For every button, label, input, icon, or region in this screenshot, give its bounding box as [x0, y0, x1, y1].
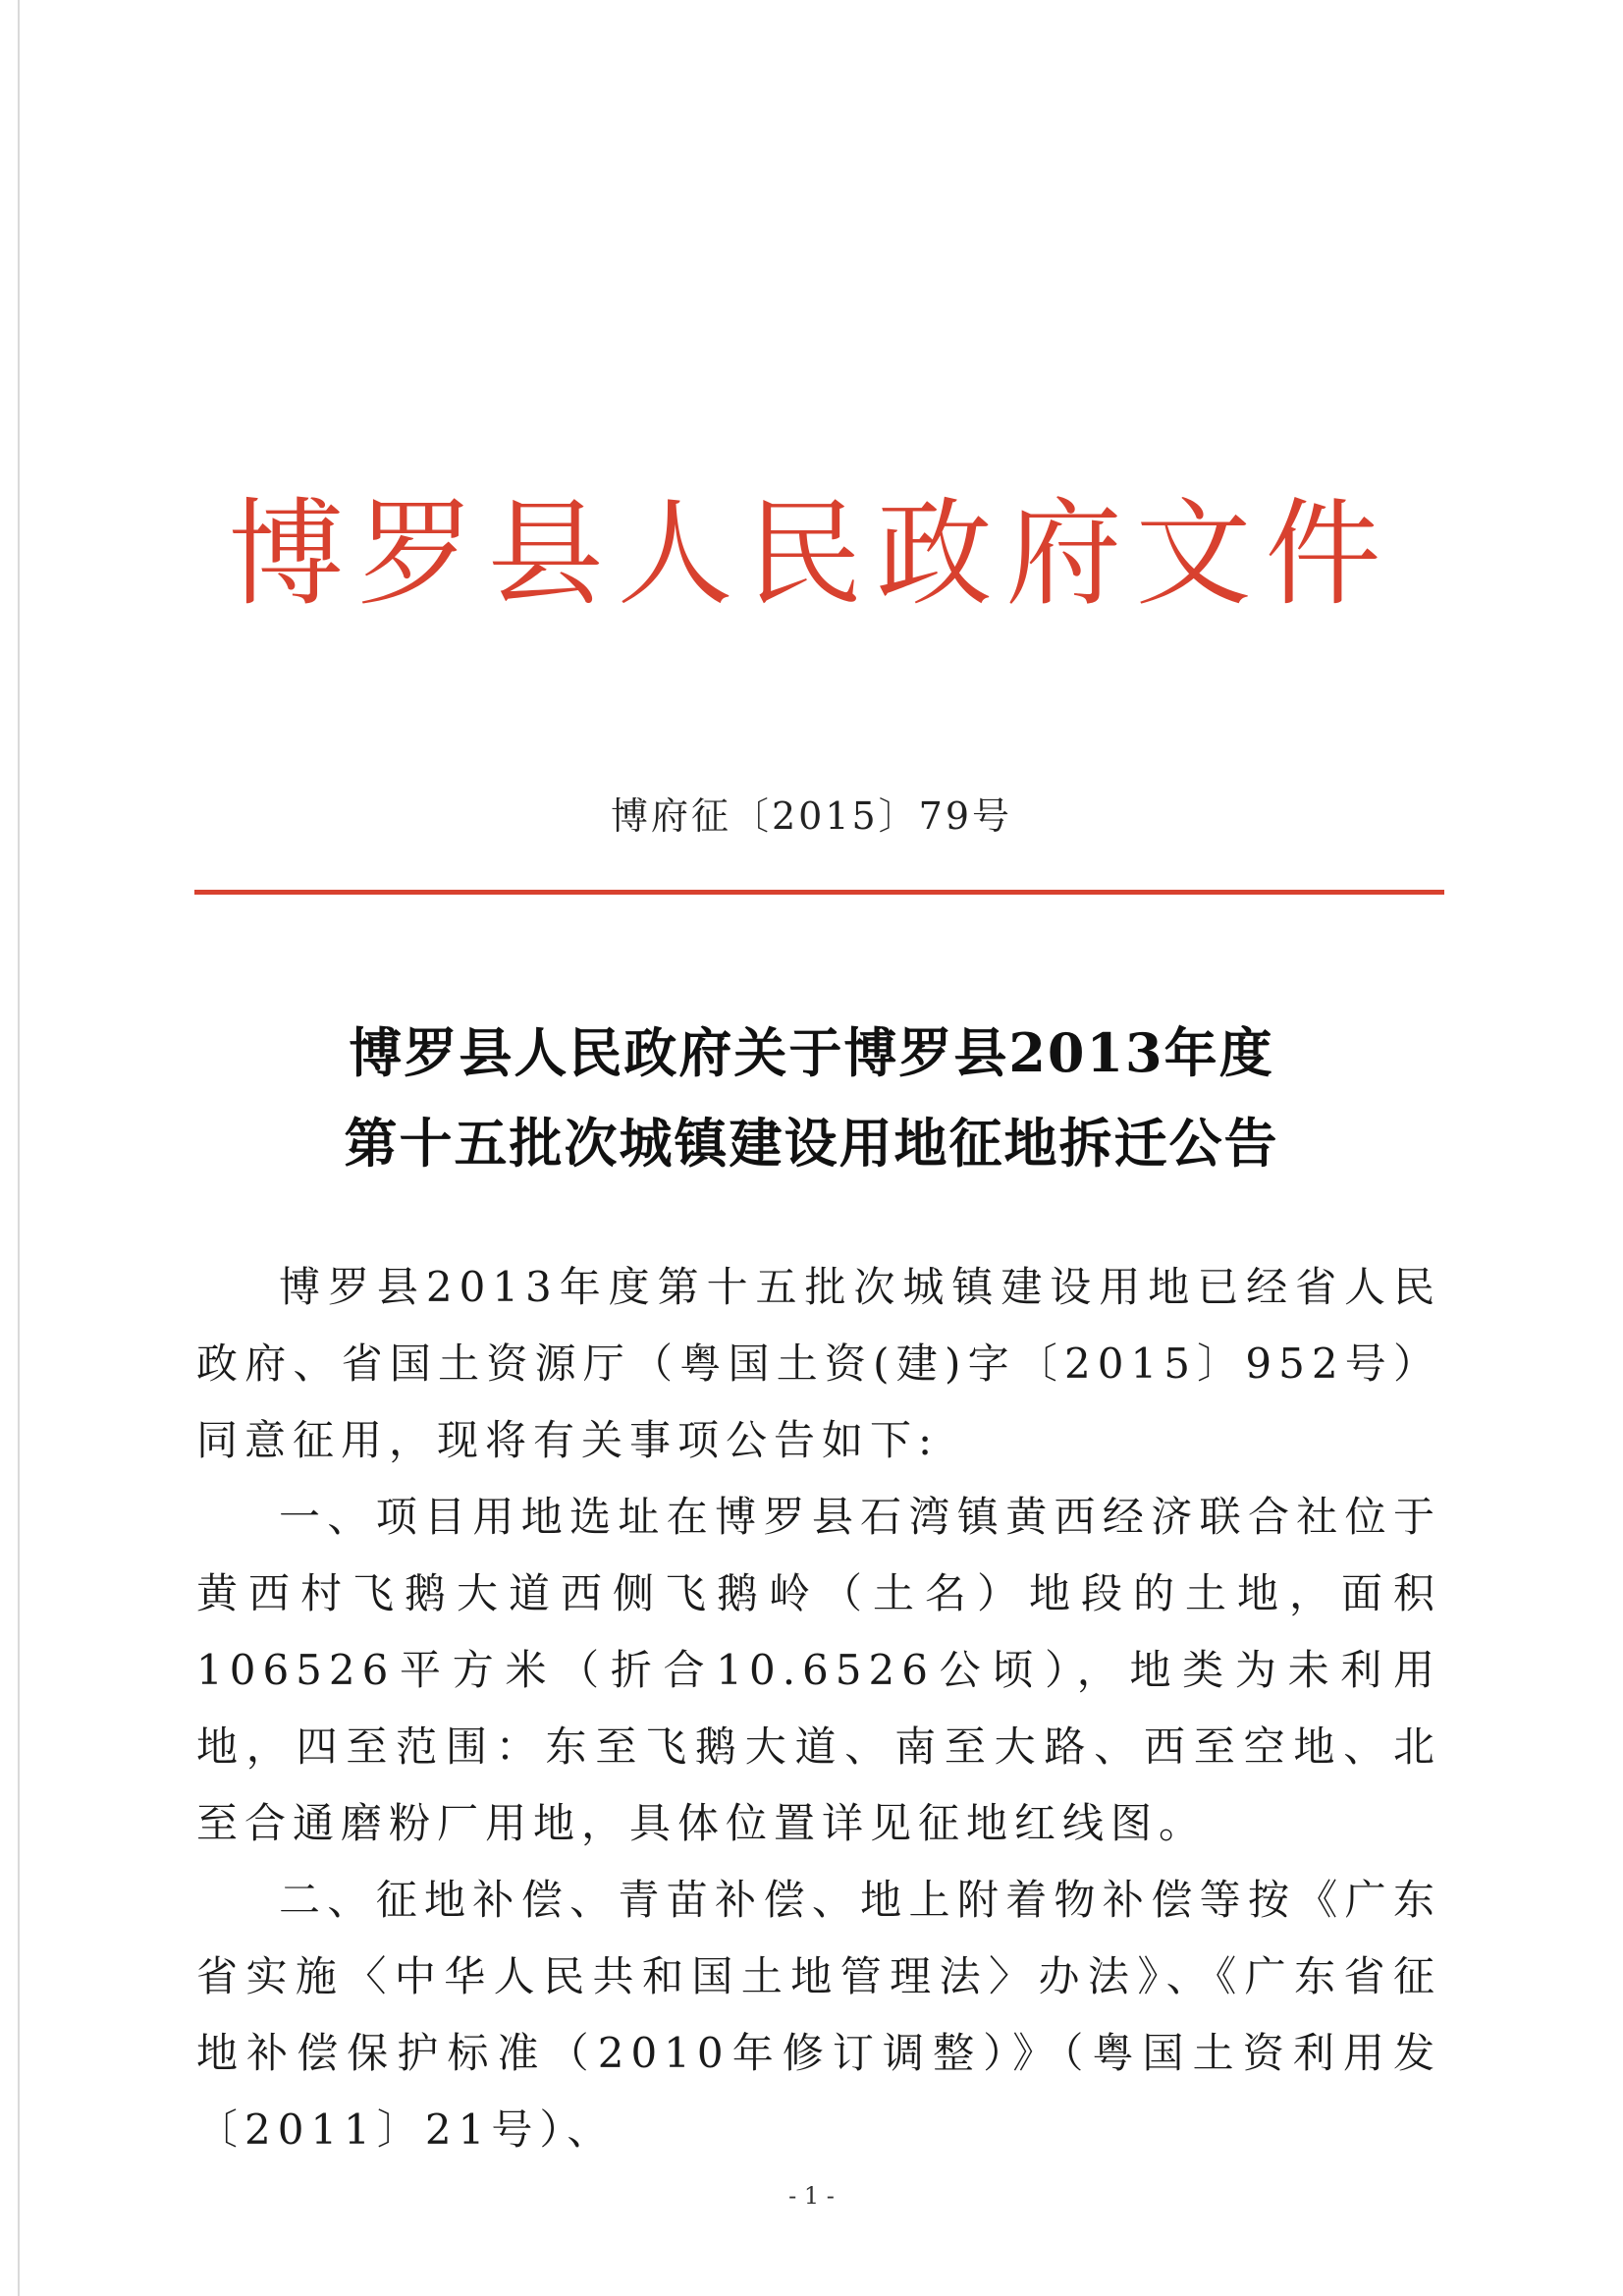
document-number: 博府征〔2015〕79号 [610, 794, 1013, 838]
masthead-title: 博罗县人民政府文件 [228, 486, 1395, 622]
body-paragraph-item-2: 二、征地补偿、青苗补偿、地上附着物补偿等按《广东省实施〈中华人民共和国土地管理法〉办法》、《广东省征地补偿保护标准（2010年修订调整）》（粤国土资利用发〔2011〕21号）、 [196, 1876, 1441, 2154]
red-divider-rule [194, 890, 1444, 895]
body-paragraph-item-1: 一、项目用地选址在博罗县石湾镇黄西经济联合社位于黄西村飞鹅大道西侧飞鹅岭（土名）地段的土地，面积106526平方米（折合10.6526公顷），地类为未利用地，四至范围：东至飞鹅大道、南至大路、西至空地、北至合通磨粉厂用地，具体位置详见征地红线图。 [196, 1493, 1441, 1847]
document-body [196, 1249, 1441, 2168]
document-title-line-1: 博罗县人民政府关于博罗县2013年度 [349, 1021, 1274, 1084]
page-number: - 1 - [788, 2182, 835, 2210]
body-paragraph-intro: 博罗县2013年度第十五批次城镇建设用地已经省人民政府、省国土资源厅（粤国土资(建)字〔2015〕952号）同意征用，现将有关事项公告如下: [196, 1263, 1441, 1464]
document-title-line-2: 第十五批次城镇建设用地征地拆迁公告 [344, 1112, 1279, 1175]
